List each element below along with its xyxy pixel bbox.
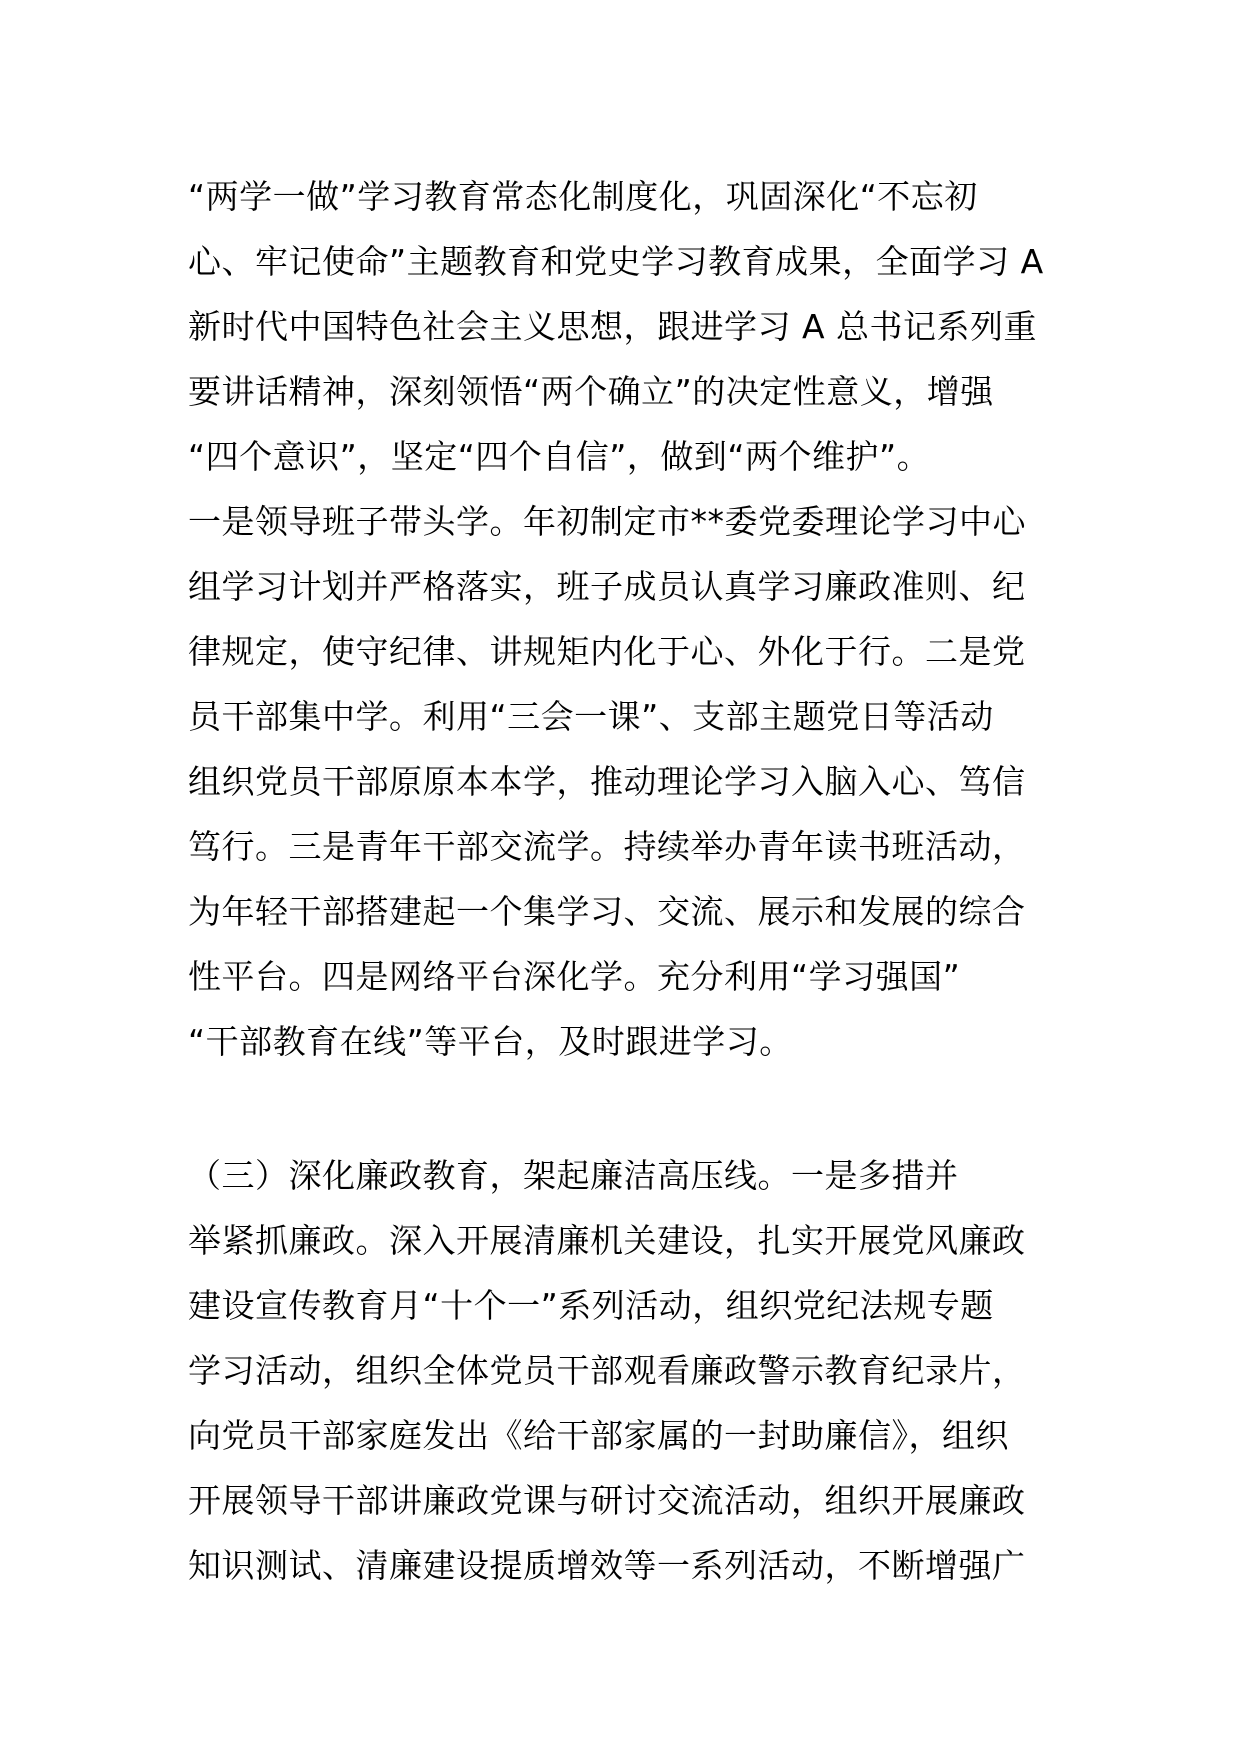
text-line: “干部教育在线”等平台，及时跟进学习。 — [188, 1022, 793, 1061]
text-line: 一是领导班子带头学。年初制定市**委党委理论学习中心 — [188, 502, 1026, 541]
text-line: 性平台。四是网络平台深化学。充分利用“学习强国” — [188, 957, 961, 996]
text-line: 为年轻干部搭建起一个集学习、交流、展示和发展的综合 — [188, 892, 1026, 931]
text-line: 组学习计划并严格落实，班子成员认真学习廉政准则、纪 — [188, 567, 1026, 606]
text-line: 建设宣传教育月“十个一”系列活动，组织党纪法规专题 — [188, 1286, 994, 1325]
text-line: 向党员干部家庭发出《给干部家属的一封助廉信》，组织 — [188, 1416, 1009, 1455]
paragraph-study-education — [188, 164, 1068, 1074]
text-line: 要讲话精神，深刻领悟“两个确立”的决定性意义，增强 — [188, 372, 994, 411]
text-line: 学习活动，组织全体党员干部观看廉政警示教育纪录片， — [188, 1351, 1026, 1390]
text-line: 心、牢记使命”主题教育和党史学习教育成果，全面学习 A — [188, 242, 1044, 281]
text-line: 举紧抓廉政。深入开展清廉机关建设，扎实开展党风廉政 — [188, 1221, 1026, 1260]
text-line: 知识测试、清廉建设提质增效等一系列活动，不断增强广 — [188, 1546, 1026, 1585]
paragraph-integrity-education — [188, 1143, 1068, 1598]
text-line: 新时代中国特色社会主义思想，跟进学习 A 总书记系列重 — [188, 307, 1038, 346]
text-line: “四个意识”，坚定“四个自信”，做到“两个维护”。 — [188, 437, 931, 476]
text-line: “两学一做”学习教育常态化制度化，巩固深化“不忘初 — [188, 177, 978, 216]
text-line: 笃行。三是青年干部交流学。持续举办青年读书班活动， — [188, 827, 1026, 866]
text-line: （三）深化廉政教育，架起廉洁高压线。一是多措并 — [188, 1156, 959, 1195]
text-line: 员干部集中学。利用“三会一课”、支部主题党日等活动 — [188, 697, 994, 736]
text-line: 开展领导干部讲廉政党课与研讨交流活动，组织开展廉政 — [188, 1481, 1026, 1520]
text-line: 律规定，使守纪律、讲规矩内化于心、外化于行。二是党 — [188, 632, 1026, 671]
text-line: 组织党员干部原原本本学，推动理论学习入脑入心、笃信 — [188, 762, 1026, 801]
